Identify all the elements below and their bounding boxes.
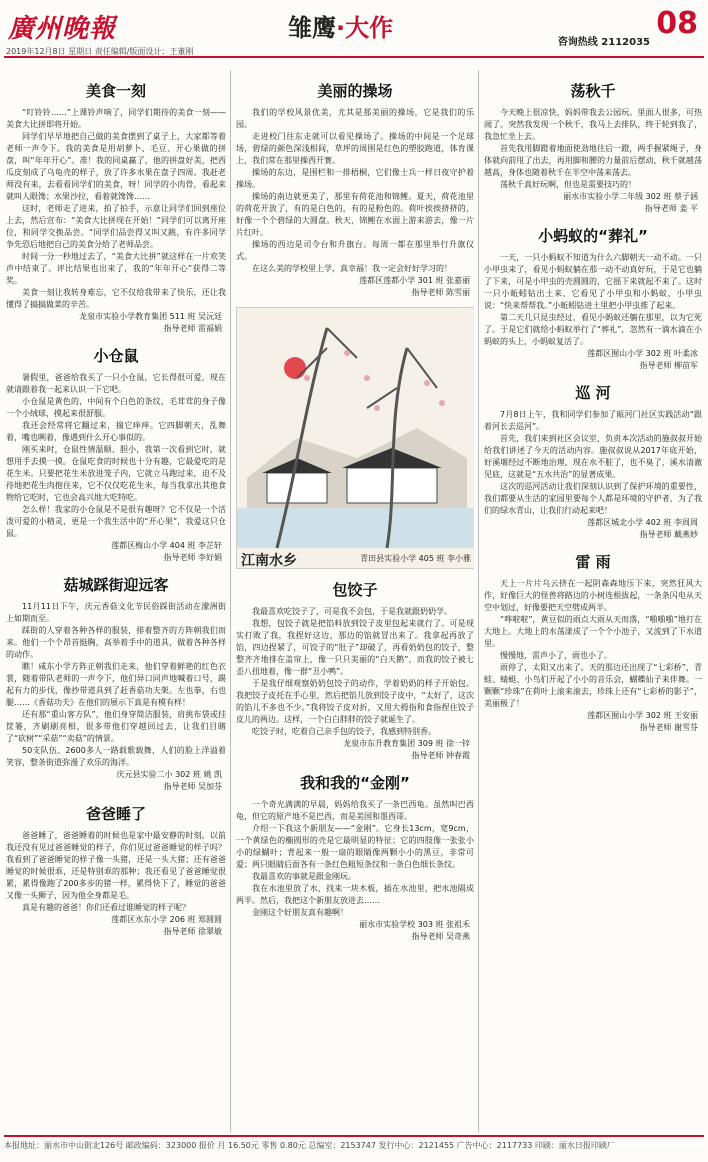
- newspaper-logo: 廣州晚報: [8, 14, 117, 44]
- paragraph: 首先，我们来到社区会议室，负责本次活动的施叔叔开始给我们讲述了今天的活动内容。施叔叔说从2017年底开始，好溪堰经过不断地治理，现在水不脏了，也不臭了，溪水清澈见底，这就是“五水共治”的显著成果。: [484, 434, 702, 479]
- teacher-byline: 指导老师 徐翠敏: [163, 927, 222, 936]
- painting-illustration: [236, 307, 474, 569]
- paragraph: 荡秋千真好玩啊，但也是需要技巧的！: [500, 180, 636, 189]
- paragraph: 操场的南边就更美了，那里有荷花池和锦鲤。夏天，荷花池里的荷花开放了，有的是白色的，有的是粉色的。荷叶挨挨挤挤的，好像一个个碧绿的大圆盘。秋天，锦鲤在水面上游来游去，像一片片红叶。: [236, 192, 474, 237]
- teacher-byline: 指导老师 谢雪芬: [639, 723, 698, 732]
- paragraph: 这次的巡河活动让我们深刻认识到了保护环境的重要性，我们都要从生活的家园里要每个人都是环境的守护者，为了我们的绿水青山，让我们行动起来吧！: [484, 482, 702, 515]
- paragraph: 这时，老师走了进来，拍了拍手，示意让同学们回到座位上去，然后宣布：“美食大比拼现在开始！”同学们可以离开座位，和同学交换品尝。“同学们品尝得又叫又跳，有许多同学争先恐后地把自己的美食分给了老师品尝。: [6, 204, 226, 249]
- article-title: 美丽的操场: [317, 82, 393, 100]
- article-title: 包饺子: [332, 581, 378, 599]
- article: [484, 382, 702, 541]
- hotline: 咨询热线 2112035: [557, 37, 650, 48]
- paragraph: 今天晚上很凉快，妈妈带我去公园玩。里面人很多，可热闹了。突然我发现一个秋千，我马上去排队，终于轮到我了，我急忙坐上去。: [484, 108, 702, 141]
- article: [484, 551, 702, 734]
- paragraph: 一天，一只小蚂蚁不知道为什么六脚朝天一动不动。一只小甲虫来了，看见小蚂蚁躺在那一动不动真好玩，于是它也躺了下来，可是小甲虫的壳圆圆的，它摇下来就起不来了。这时一只小蚯蚓钻出土来，它看见了小甲虫和小蚂蚁，小甲虫说：“快来帮帮我。”小蚯蚓钻进土里把小甲虫推了起来。: [484, 253, 702, 310]
- section-title: [288, 8, 393, 43]
- author-byline: 莲都区囿山小学 302 班 王安丽: [587, 711, 698, 720]
- article: [6, 80, 226, 335]
- column-divider: [478, 70, 479, 1132]
- section-title-part-a: 雏鹰: [288, 14, 336, 42]
- paragraph: 首先我用脚蹬着地面使劲地往后一蹬，两手握紧绳子，身体就向前甩了出去，再用脚和腰的力量前后摆动，秋千就越荡越高，身体也随着秋千在半空中荡来荡去。: [484, 144, 702, 177]
- teacher-byline: 指导老师 吴加芬: [163, 782, 222, 791]
- author-byline: 莲都区城北小学 402 班 李周周: [587, 518, 698, 527]
- paragraph: 7月8日上午，我和同学们参加了瓯河门社区实践活动“跟着河长去巡河”。: [484, 410, 702, 431]
- footer-bar: 本报地址：丽水市中山街北126号 邮政编码：323000 报价 月 16.50元 零售 0.80元 总编室：2153747 发行中心：2121455 广告中心：2117733 印刷：丽水日报印刷厂: [4, 1135, 704, 1158]
- paragraph: 我还会经常将它翻过来，揣它痒痒。它四脚朝天，乱舞着，嘴也咧着，像遇到什么开心事似的。: [6, 421, 226, 442]
- paragraph: 一个奇光满满的早晨，妈妈给我买了一条巴西龟。虽然叫巴西龟，但它的原产地不是巴西，而是美国和墨西哥。: [236, 800, 474, 821]
- paragraph: 操场的东边，是围栏和一排梧桐，它们像士兵一样日夜守护着操场。: [236, 168, 474, 189]
- author-byline: 莲都区水东小学 206 班 郑圆圆: [111, 915, 222, 924]
- paragraph: 第二天几只昆虫经过，看见小蚂蚁还躺在那里，以为它死了。于是它们就给小蚂蚁举行了“葬礼”，忽然有一滴水滴在小蚂蚁的头上，小蚂蚁复活了。: [484, 313, 702, 346]
- teacher-byline: 指导老师 姜 平: [644, 204, 698, 213]
- paragraph: 还有那“重山客方队”，他们身穿简洁服装，肩挑布袋或挂筐篓，齐刷刷亮相，很多带他们穿越回过去，让我们目睹了“砍树”“采菇”“卖菇”的情景。: [6, 710, 226, 743]
- column-right: [484, 70, 702, 1132]
- teacher-byline: 指导老师 陈雪丽: [411, 288, 470, 297]
- article-title: 巡 河: [575, 384, 611, 402]
- paragraph: 爸爸睡了，爸爸睡着的时候也是家中最安静的时刻。以前我还没有见过爸爸睡觉的样子，你们见过爸爸睡觉的样子吗？我看到了爸爸睡觉的样子像一头猪，还是一头大猪；还有爸爸睡觉的时候很乖，还是特别乖的那种；我还看见了爸爸睡觉很累，累得像跑了200多步的猪一样，累得快下了，睡觉的爸爸又像一头狮子，因为他全身都是毛。: [6, 831, 226, 900]
- paragraph: 天上一片片乌云挤在一起阴森森地压下来，突然狂风大作，好像巨大的怪兽将路边的小树连根拔起，一条条闪电从天空中划过，好像要把天空劈成两半。: [484, 579, 702, 612]
- paragraph: 踩街的人穿着各种各样的服装，排着整齐的方阵朝我们而来。他们一个个昂首挺胸，高举着手中的道具，做着各种各样的动作。: [6, 626, 226, 659]
- paragraph: 我在水池里放了水，找来一块木板，插在水池里，把水池隔成两半。然后，我把这个新朋友放进去……: [236, 884, 474, 905]
- paragraph: 我们的学校风景优美，尤其是那美丽的操场，它是我们的乐园。: [236, 108, 474, 129]
- author-byline: 龙泉市实验小学教育集团 511 班 吴沅廷: [79, 312, 222, 321]
- author-byline: 莲都区囿山小学 302 班 叶柔冰: [587, 349, 698, 358]
- paragraph: 金刚这个好朋友真有趣啊！: [252, 908, 348, 917]
- author-byline: 丽水市实验小学二年级 302 班 蔡子涵: [563, 192, 698, 201]
- author-byline: 莲都区梅山小学 404 班 李芷轩: [111, 541, 222, 550]
- paragraph: 50支队伍、2600多人一路载歌载舞，人们的脸上洋溢着笑容，整条街道弥漫了欢乐的海洋。: [6, 746, 226, 767]
- author-byline: 莲都区莲都小学 301 班 张嘉丽: [359, 276, 470, 285]
- article: [236, 579, 474, 762]
- column-left: [6, 70, 226, 1132]
- paragraph: 刚买来时，仓鼠性情温顺、胆小，我第一次看到它时，就想用手去摸一摸。仓鼠吃食的时候也十分有趣，它最爱吃的是花生米。只要把花生米放进笼子内，它就立马跑过来，迫不及待地把花生肉抱住来，它不仅仅吃花生米，每当我拿出其他食物给它吃时，它也会高兴地大吃特吃。: [6, 445, 226, 502]
- paragraph: 走进校门往东走就可以看见操场了。操场的中间是一个足球场，碧绿的颜色深浅相间，草坪的周围是红色的塑胶跑道，体育课上，我们常在那里操西开赛。: [236, 132, 474, 165]
- column-middle: [236, 70, 474, 1132]
- article: [6, 574, 226, 793]
- paragraph: “叮铃铃……”上课铃声响了，同学们期待的美食一刻——美食大比拼即将开始。: [6, 108, 226, 129]
- article-title: 小仓鼠: [93, 347, 139, 365]
- paragraph: “哗啦啦”，黄豆似的雨点大雨从天而落，“啪啪啪”地打在大地上。大地上的水荡漾成了一个个小池子，又流到了下水道里。: [484, 615, 702, 648]
- teacher-byline: 指导老师 钟春霞: [411, 751, 470, 760]
- ink-landscape-image: [237, 308, 474, 568]
- paragraph: 11月11日下午，庆元香菇文化节民俗踩街活动在濛洲街上如期而至。: [6, 602, 226, 623]
- article: [6, 345, 226, 564]
- painting-byline: 青田县实验小学 405 班 李小雅: [360, 554, 471, 563]
- teacher-byline: 指导老师 戴燕妙: [639, 530, 698, 539]
- page-number: 08: [656, 6, 698, 41]
- teacher-byline: 指导老师 柳苗军: [639, 361, 698, 370]
- date-bar: 2019年12月8日 星期日 责任编辑/版面设计：王董刚: [6, 47, 194, 56]
- column-divider: [230, 70, 231, 1132]
- article: [484, 225, 702, 372]
- author-byline: 丽水市实验学校 303 班 张祖禾: [359, 920, 470, 929]
- paragraph: 美食一刻让我转身难忘，它不仅给我带来了快乐，还让我懂得了搞搞做菜的辛苦。: [6, 288, 226, 309]
- teacher-byline: 指导老师 吴奇燕: [411, 932, 470, 941]
- paragraph: 吃饺子时，吃着自己亲手包的饺子，我感到特别香。: [252, 727, 436, 736]
- paragraph: 雨停了，太阳又出来了。天的那边还出现了“七彩桥”，青蛙、蜻蜓、小鸟们开起了小小的音乐会，蝴蝶仙子来伴舞。一颗颗“珍珠”在荷叶上滚来滚去，珍珠上还有“七彩桥的影子”，美丽极了！: [484, 663, 702, 708]
- paragraph: 在这么美的学校里上学，真幸福！我一定会好好学习的！: [252, 264, 452, 273]
- paragraph: 时间一分一秒地过去了，“美食大比拼”就这样在一片欢笑声中结束了。评比结果也出来了，我的“年年开心”获得二等奖。: [6, 252, 226, 285]
- article-title: 美食一刻: [85, 82, 146, 100]
- paragraph: 怎么样！我家的小仓鼠是不是很有趣呀？它不仅是一个活泼可爱的小精灵，更是一个我生活中的“开心果”，我爱这只仓鼠。: [6, 505, 226, 538]
- paragraph: 瞧！咸东小学方阵正朝我们走来，他们穿着鲜艳的红色衣裳，随着带队老师的一声令下，他们异口同声地喊着口号，踢起有力的步伐，像抄带道具到了赶香菇功夫架。左也拳，右也腿……《香菇功夫》在他们的展示下真是有模有样！: [6, 662, 226, 707]
- paragraph: 慢慢地，雷声小了，雨也小了。: [500, 651, 612, 660]
- paragraph: 我最喜欢吃饺子了，可是我不会包，于是我就跟奶奶学。: [252, 607, 452, 616]
- paragraph: 我想，包饺子就是把馅料放到饺子皮里包起来就行了。可是现实打败了我，我捏好这边，那边的馅就冒出来了。我拿起再放了馅，四边捏紧了，可饺子的“肚子”却破了，再看奶奶包的饺子，整整齐齐地排在盖帘上，像一只只美丽的“白天鹅”，而我的饺子被七歪八扭地着，像一群“丑小鸭”。: [236, 619, 474, 676]
- article-title: 荡秋千: [570, 82, 616, 100]
- paragraph: 暑假里，爸爸给我买了一只小仓鼠，它长得很可爱，现在就请跟着我一起来认识一下它吧。: [6, 373, 226, 394]
- paragraph: 小仓鼠是黄色的，中间有个白色的条纹，毛茸茸的身子像一个小绒球，摸起来很舒服。: [6, 397, 226, 418]
- paragraph: 介绍一下我这个新朋友——“金刚”。它身长13cm，宽9cm，一个黄绿色的椭圆形的壳是它最明显的特征；它的四肢像一张张小小的绿蝴叶；背起来一般一扇的眼睛像两颗小小的黑豆，非常可爱；两只眼睛后面各有一条红色粗短条纹和一条白色细长条纹。: [236, 824, 474, 869]
- section-title-part-b: ·大作: [336, 14, 394, 42]
- author-byline: 龙泉市东升教育集团 309 班 徐一锌: [343, 739, 470, 748]
- article-title: 雷 雨: [575, 553, 611, 571]
- teacher-byline: 指导老师 李好娟: [163, 553, 222, 562]
- article: [236, 80, 474, 299]
- paragraph: 操场的西边是司令台和升旗台。每周一都在那里举行升旗仪式。: [236, 240, 474, 261]
- article-title: 小蚂蚁的“葬礼”: [538, 227, 648, 245]
- masthead-divider: [4, 56, 704, 58]
- paragraph: 真是有趣的爸爸！你们还看过谁睡觉的样子呢？: [22, 903, 190, 912]
- article-title: 菇城踩街迎远客: [63, 576, 169, 594]
- article-title: 我和我的“金刚”: [300, 774, 410, 792]
- article: [236, 772, 474, 943]
- paragraph: 我最喜欢的事就是跟金刚玩。: [252, 872, 356, 881]
- masthead: [0, 0, 708, 60]
- painting-caption: 江南水乡: [241, 553, 297, 569]
- paragraph: 于是我仔细观察奶奶包饺子的动作，学着奶奶的样子开始包。我把饺子皮托在手心里，然后把馅儿放到饺子皮中，“太好了，这次的馅儿不多也不少。”我将饺子皮对折，又用大拇指和食指捏住饺子皮儿的两边。这样，一个白白胖胖的饺子就诞生了。: [236, 679, 474, 724]
- article: [6, 803, 226, 938]
- paragraph: 同学们早早地把自己做的美食摆到了桌子上，大家都等着老师一声令下。我的美食是用胡萝卜、毛豆、开心果做的拼盘，叫“年年开心”。准！我的同桌赢了，他的拼盘好美，把西瓜皮刻成了乌龟壳的样子，放了许多水果在盘子四周。我赶老师没有来，去看看同学们的美食，呀！同学的小肉骨，看起来就叫人眼馋；水果沙拉，看着就馋馋……: [6, 132, 226, 201]
- article: [484, 80, 702, 215]
- author-byline: 庆元县实验二小 302 班 姚 凯: [116, 770, 222, 779]
- teacher-byline: 指导老师 雷福娟: [163, 324, 222, 333]
- article-title: 爸爸睡了: [85, 805, 146, 823]
